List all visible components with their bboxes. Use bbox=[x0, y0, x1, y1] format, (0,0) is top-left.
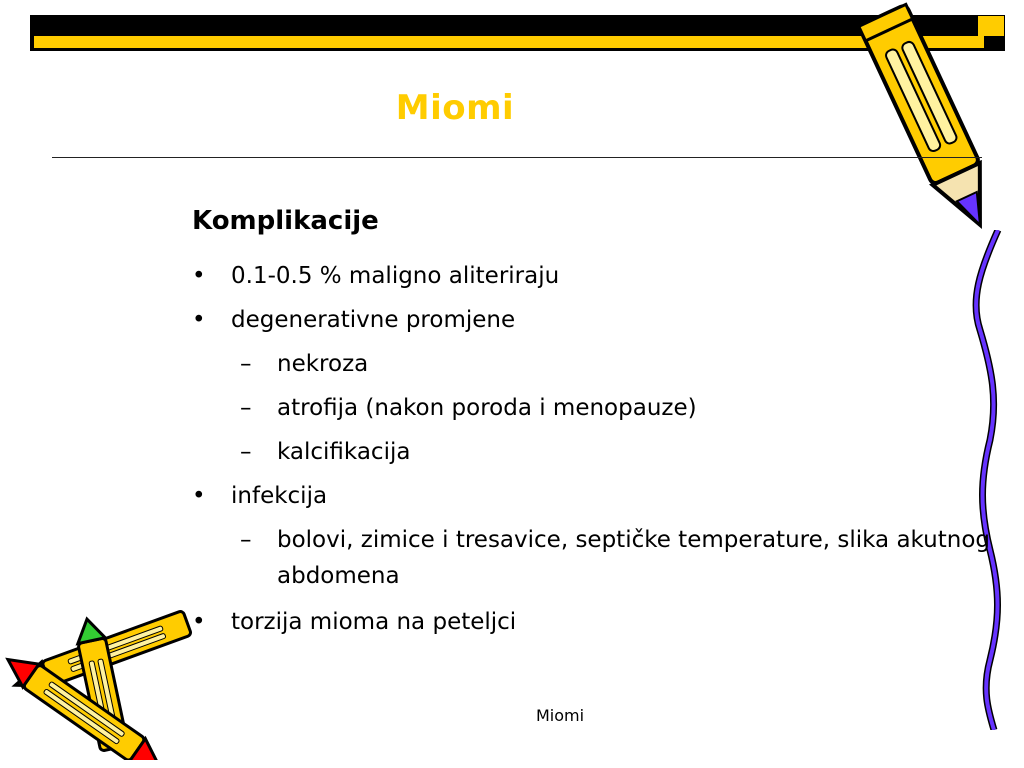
sub-list-item-text: nekroza bbox=[277, 351, 369, 377]
section-heading: Komplikacije bbox=[192, 206, 379, 236]
sub-list-item-text: bolovi, zimice i tresavice, septičke temperature, slika akutnog abdomena bbox=[277, 527, 991, 589]
list-item-text: 0.1-0.5 % maligno aliteriraju bbox=[231, 263, 560, 289]
bullet-icon: • bbox=[192, 263, 206, 289]
list-item-text: torzija mioma na peteljci bbox=[231, 609, 517, 635]
sub-list-item-text: atrofija (nakon poroda i menopauze) bbox=[277, 395, 697, 421]
list-item-text: degenerativne promjene bbox=[231, 307, 516, 333]
slide-title: Miomi bbox=[395, 88, 515, 128]
list-item-text: infekcija bbox=[231, 483, 328, 509]
sub-list-item-text: kalcifikacija bbox=[277, 439, 411, 465]
wavy-line-right bbox=[960, 230, 1024, 730]
slide-content bbox=[192, 206, 992, 635]
dash-icon: – bbox=[240, 439, 252, 465]
dash-icon: – bbox=[240, 395, 252, 421]
title-divider bbox=[52, 157, 982, 158]
crossed-pencils-icon bbox=[0, 610, 210, 760]
dash-icon: – bbox=[240, 351, 252, 377]
bullet-icon: • bbox=[192, 609, 206, 635]
slide-footer: Miomi bbox=[535, 706, 585, 725]
bullet-icon: • bbox=[192, 307, 206, 333]
bullet-icon: • bbox=[192, 483, 206, 509]
dash-icon: – bbox=[240, 527, 252, 553]
